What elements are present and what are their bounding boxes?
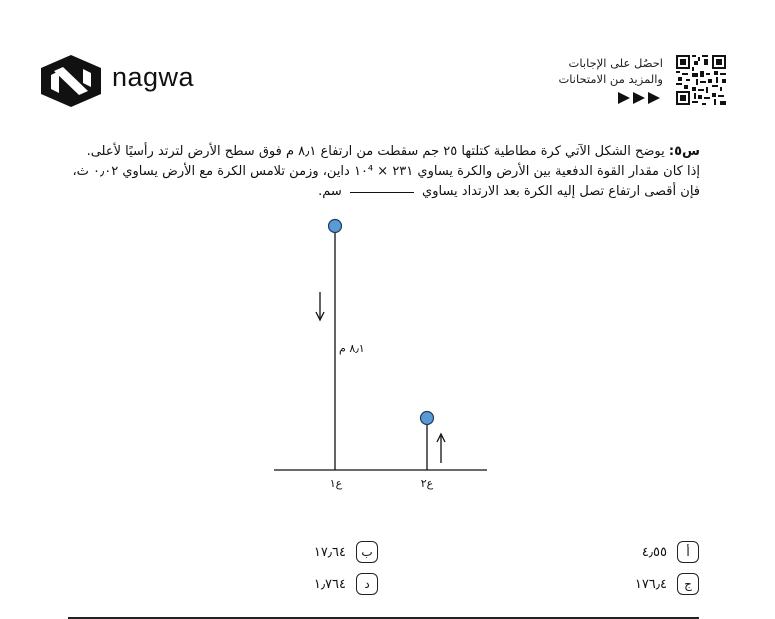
choice-a[interactable] xyxy=(642,541,699,563)
up-arrow-icon xyxy=(437,434,445,463)
velocity-1-label: ع١ xyxy=(329,477,343,490)
question-number: س٥: xyxy=(668,144,700,159)
down-arrow-icon xyxy=(316,292,324,320)
choice-a-value: ٤٫٥٥ xyxy=(641,544,667,560)
question-line-1-text: يوضح الشكل الآتي كرة مطاطية كتلتها ٢٥ جم سقطت من ارتفاع ٨٫١ م فوق سطح الأرض لترتد رأسيًا لأعلى. xyxy=(86,144,665,159)
promo-line-1: احصُل على الإجابات xyxy=(568,56,663,70)
ball-rebound xyxy=(421,412,434,425)
choice-c-value: ١٧٦٫٤ xyxy=(634,576,667,592)
choice-b-letter: ب xyxy=(356,541,378,563)
choice-d-letter: د xyxy=(356,573,378,595)
choice-d[interactable] xyxy=(314,573,378,595)
choice-b[interactable] xyxy=(314,541,378,563)
choice-a-letter: أ xyxy=(677,541,699,563)
question-line-3-text: فإن أقصى ارتفاع تصل إليه الكرة بعد الارتداد يساوي xyxy=(422,184,700,199)
promo-line-2: والمزيد من الامتحانات xyxy=(558,72,663,86)
velocity-2-label: ع٢ xyxy=(420,477,434,490)
brand-name: nagwa xyxy=(112,62,195,92)
height-label: ٨٫١ م xyxy=(339,342,365,355)
choice-c[interactable] xyxy=(635,573,699,595)
question-line-3-end: سم. xyxy=(318,184,342,199)
choice-c-letter: ج xyxy=(677,573,699,595)
choice-b-value: ١٧٫٦٤ xyxy=(313,544,346,560)
question-line-2: إذا كان مقدار القوة الدفعية بين الأرض والكرة يساوي ٢٣١ × ١٠⁴ داين، وزمن تلامس الكرة مع الأرض يساوي ٠٫٠٢ ث، xyxy=(72,164,700,179)
ball-top xyxy=(329,220,342,233)
bottom-divider xyxy=(68,617,699,619)
choice-d-value: ١٫٧٦٤ xyxy=(313,576,346,592)
